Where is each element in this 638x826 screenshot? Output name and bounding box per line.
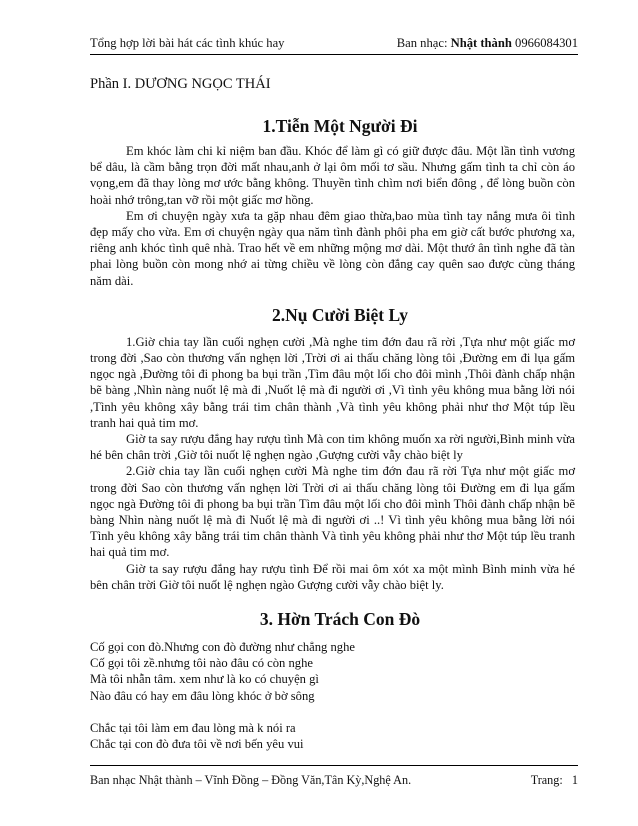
page-number: 1	[571, 773, 578, 787]
song-title-3: 3. Hờn Trách Con Đò	[259, 609, 421, 630]
header-band-info	[397, 36, 578, 51]
header-band-name: Nhật thành	[450, 36, 512, 50]
footer-page	[531, 773, 578, 788]
song-1-paragraph: Em ơi chuyện ngày xưa ta gặp nhau đêm giao thừa,bao mùa tình tay nắng mưa ôi tình đẹp mấy cho vừa. Em ơi chuyện ngày qua năm tình đành phôi pha em giờ cất bước phương xa, riêng anh khóc tình quê nhà. Trao hết về em những mộng mơ dài. Một thướ ân tình nghe đã tàn phai lòng buồn còn mong nhớ ai từng chiều về lòng còn đắng cay quên sao được cùng tháng năm dài.	[90, 208, 575, 288]
page-footer	[90, 765, 578, 788]
stanza-gap	[90, 704, 575, 720]
page-label: Trang:	[530, 773, 563, 787]
part-title: Phần I. DƯƠNG NGỌC THÁI	[90, 76, 271, 92]
song-3-lyrics	[90, 639, 575, 752]
lyric-line: Chắc tại tôi làm em đau lòng mà k nói ra	[90, 720, 296, 735]
song-2-paragraph: 1.Giờ chia tay lần cuối nghẹn cười ,Mà nghe tim đớn đau rã rời ,Tựa như một giấc mơ trong đời ,Sao còn thương vấn nghẹn lời ,Trời ơi ai thấu chăng lòng tôi ,Đường em đi lụa gấm ngọc ngà ,Đường tôi đi phong ba bụi trần ,Tìm đâu một lối cho đôi mình ,Thôi đành chấp nhận bẽ bàng ,Nhìn nàng nuốt lệ mà đi ,Nuốt lệ mà đi người ơi ,Vì tình yêu không mua bằng lời nói ,Tình yêu không xây bằng trái tim chân thành ,Và tình yêu không phải như thơ Một túp lều tranh hai quả tim mơ.	[90, 334, 575, 430]
song-title-2: 2.Nụ Cười Biệt Ly	[272, 304, 408, 325]
lyric-line: Nào đâu có hay em đâu lòng khóc ở bờ sông	[90, 688, 315, 703]
song-2-paragraph: Giờ ta say rượu đắng hay rượu tình Để rồi mai ôm xót xa một mình Bình minh vừa hé bên chân trời Giờ tôi nuốt lệ nghẹn ngào Gượng cười vẫy chào biệt ly.	[90, 561, 575, 592]
song-1-paragraph: Em khóc làm chi kỉ niệm ban đầu. Khóc để làm gì có giữ được đâu. Một lần tình vương bể dâu, là cầm bằng trọn đời mất nhau,anh ở lại ôm mối tơ sầu. Nhưng gấm tình ta chỉ còn áo vọng,em đã thay lòng mơ ước bằng không. Thuyền tình chìm nơi biển đông , để lòng buồn còn hoài nhớ trông,tan vỡ rồi một giấc mơ hồng.	[90, 144, 575, 207]
lyric-line: Cố gọi tôi zề.nhưng tôi nào đâu có còn nghe	[90, 656, 313, 671]
header-title: Tổng hợp lời bài hát các tình khúc hay	[90, 36, 285, 50]
footer-address: Ban nhạc Nhật thành – Vĩnh Đồng – Đồng Văn,Tân Kỳ,Nghệ An.	[90, 773, 412, 787]
song-2-paragraph: 2.Giờ chia tay lần cuối nghẹn cười Mà nghe tim đớn đau rã rời Tựa như một giấc mơ trong đời Sao còn thương vấn nghẹn lời Trời ơi ai thấu chăng lòng tôi Đường em đi lụa gấm ngọc ngà Đường tôi đi phong ba bụi trần Tìm đâu một lối cho đôi mình Thôi đành chấp nhận bẽ bàng Nhìn nàng nuốt lệ mà đi Nuốt lệ mà đi người ơi ..! Vì tình yêu không mua bằng lời nói Tình yêu không xây bằng trái tim chân thành Và tình yêu không phải như thơ Một túp lều tranh hai quả tim mơ.	[90, 464, 575, 560]
song-title-1: 1.Tiễn Một Người Đi	[262, 116, 418, 136]
lyric-line: Cố gọi con đò.Nhưng con đò đường như chẳng nghe	[90, 640, 355, 655]
lyric-line: Chắc tại con đò đưa tôi về nơi bến yêu vui	[90, 737, 304, 752]
page-header	[90, 34, 578, 55]
lyric-line: Mà tôi nhẫn tâm. xem như là ko có chuyện gì	[90, 672, 319, 687]
header-phone: 0966084301	[515, 36, 578, 50]
song-2-paragraph: Giờ ta say rượu đắng hay rượu tình Mà con tim không muốn xa rời người,Bình minh vừa hé bên chân trời ,Giờ tôi nuốt lệ nghẹn ngào ,Gượng cười vẫy chào biệt ly	[90, 432, 575, 463]
header-band-label: Ban nhạc:	[396, 36, 448, 50]
page-content	[90, 74, 575, 752]
